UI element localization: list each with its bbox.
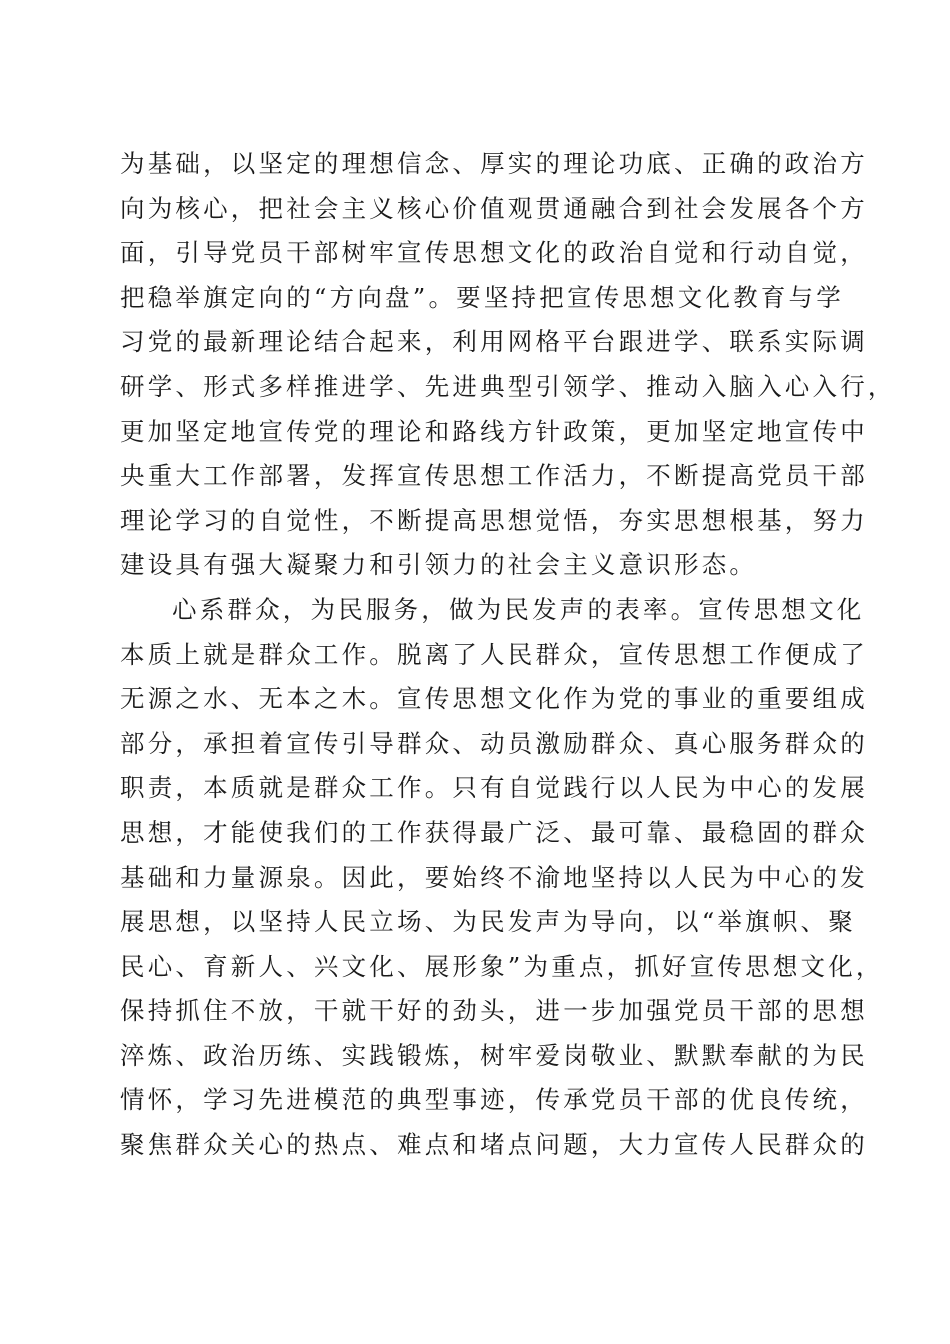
text-line: 建设具有强大凝聚力和引领力的社会主义意识形态。 xyxy=(120,550,758,580)
text-line: 民心、育新人、兴文化、展形象”为重点，抓好宣传思想文化， xyxy=(120,951,884,981)
text-line: 向为核心，把社会主义核心价值观贯通融合到社会发展各个方 xyxy=(120,193,868,223)
text-line: 无源之水、无本之木。宣传思想文化作为党的事业的重要组成 xyxy=(120,684,868,714)
text-line: 展思想，以坚持人民立场、为民发声为导向，以“举旗帜、聚 xyxy=(120,907,856,937)
text-line: 更加坚定地宣传党的理论和路线方针政策，更加坚定地宣传中 xyxy=(120,416,868,446)
text-line: 情怀，学习先进模范的典型事迹，传承党员干部的优良传统， xyxy=(120,1085,868,1115)
text-line: 部分，承担着宣传引导群众、动员激励群众、真心服务群众的 xyxy=(120,728,868,758)
body-text xyxy=(120,142,896,1168)
text-line: 聚焦群众关心的热点、难点和堵点问题，大力宣传人民群众的 xyxy=(120,1130,868,1160)
text-line: 习党的最新理论结合起来，利用网格平台跟进学、联系实际调 xyxy=(120,327,868,357)
text-line: 央重大工作部署，发挥宣传思想工作活力，不断提高党员干部 xyxy=(120,461,868,491)
text-line: 研学、形式多样推进学、先进典型引领学、推动入脑入心入行， xyxy=(120,371,896,401)
text-line: 保持抓住不放，干就干好的劲头，进一步加强党员干部的思想 xyxy=(120,996,868,1026)
text-line: 把稳举旗定向的“方向盘”。要坚持把宣传思想文化教育与学 xyxy=(120,282,844,312)
text-line: 为基础，以坚定的理想信念、厚实的理论功底、正确的政治方 xyxy=(120,149,868,178)
text-line: 理论学习的自觉性，不断提高思想觉悟，夯实思想根基，努力 xyxy=(120,505,868,535)
text-line: 面，引导党员干部树牢宣传思想文化的政治自觉和行动自觉， xyxy=(120,238,868,268)
paragraph-start-line: 心系群众，为民服务，做为民发声的表率。宣传思想文化 xyxy=(172,594,865,624)
text-line: 基础和力量源泉。因此，要始终不渝地坚持以人民为中心的发 xyxy=(120,862,868,892)
text-line: 本质上就是群众工作。脱离了人民群众，宣传思想工作便成了 xyxy=(120,639,868,669)
text-line: 思想，才能使我们的工作获得最广泛、最可靠、最稳固的群众 xyxy=(120,817,868,847)
text-line: 淬炼、政治历练、实践锻炼，树牢爱岗敬业、默默奉献的为民 xyxy=(120,1040,868,1070)
text-line: 职责，本质就是群众工作。只有自觉践行以人民为中心的发展 xyxy=(120,773,868,803)
